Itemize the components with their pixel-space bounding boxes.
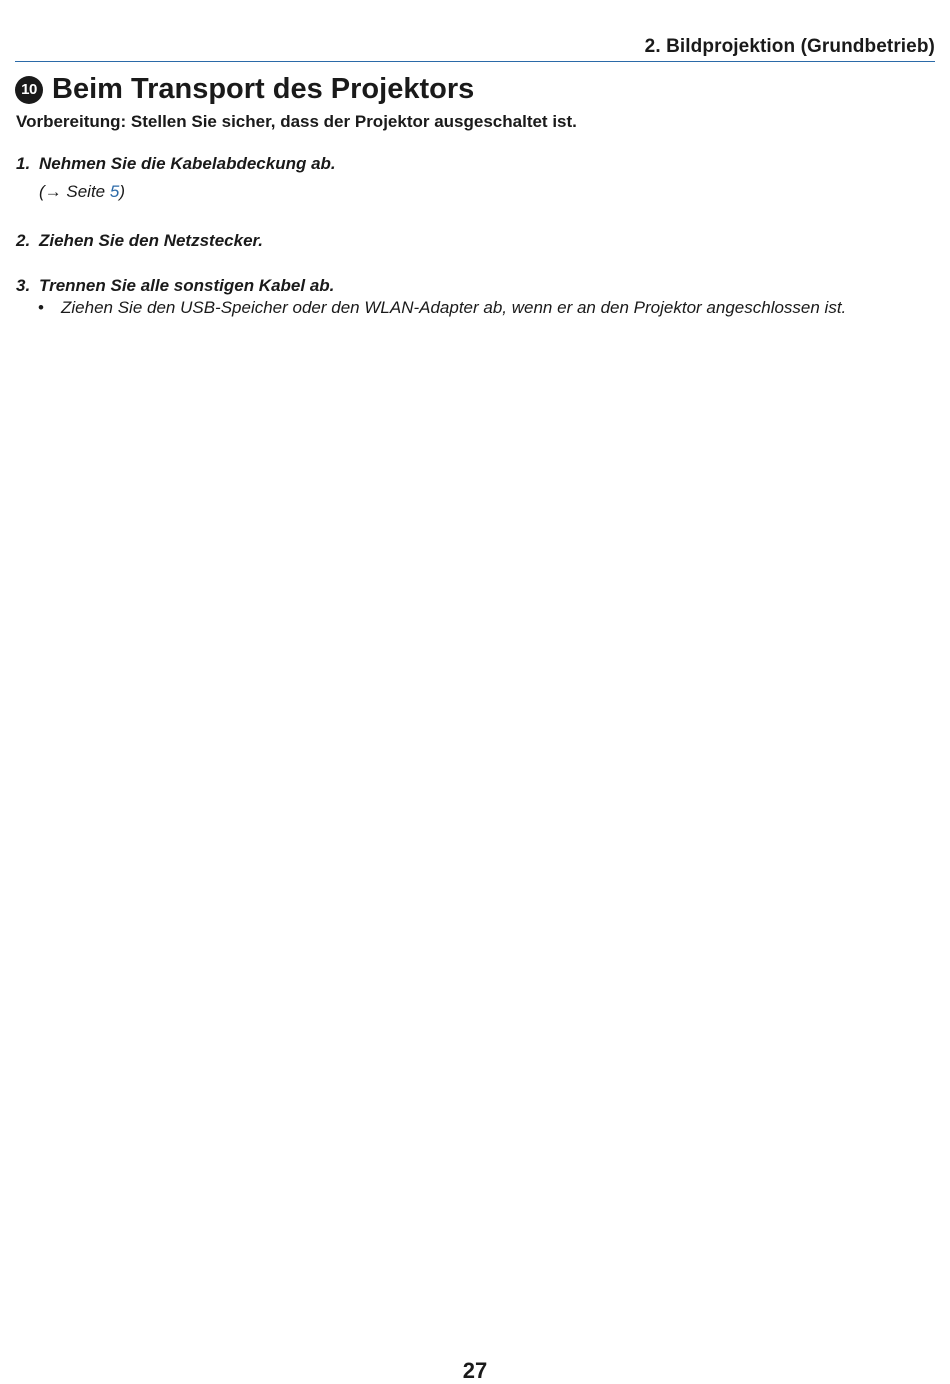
step-text: Nehmen Sie die Kabelabdeckung ab. bbox=[39, 154, 336, 173]
step-number: 2. bbox=[16, 231, 31, 250]
page-reference-link[interactable]: 5 bbox=[109, 182, 120, 201]
running-header-chapter: 2. Bildprojektion (Grundbetrieb) bbox=[644, 36, 935, 57]
step-number: 1. bbox=[16, 154, 31, 173]
header-divider bbox=[15, 61, 935, 62]
step-number: 3. bbox=[16, 276, 31, 295]
step-3-bullet bbox=[38, 298, 846, 318]
step-3 bbox=[16, 276, 334, 296]
preparation-note: Vorbereitung: Stellen Sie sicher, dass der Projektor ausgeschaltet ist. bbox=[16, 112, 577, 131]
section-number-badge: 10 bbox=[15, 76, 43, 104]
step-text: Trennen Sie alle sonstigen Kabel ab. bbox=[39, 276, 335, 295]
bullet-marker: • bbox=[38, 298, 44, 317]
page-number: 27 bbox=[462, 1358, 488, 1383]
step-1 bbox=[16, 154, 336, 174]
step-2 bbox=[16, 231, 263, 251]
step-text: Ziehen Sie den Netzstecker. bbox=[39, 231, 263, 250]
page-reference bbox=[39, 182, 125, 202]
reference-suffix: ) bbox=[119, 182, 125, 201]
reference-prefix: (→ Seite bbox=[39, 182, 110, 201]
bullet-text: Ziehen Sie den USB-Speicher oder den WLAN-Adapter ab, wenn er an den Projektor angeschlossen ist. bbox=[61, 298, 847, 317]
section-title-text: Beim Transport des Projektors bbox=[52, 73, 475, 105]
section-title bbox=[15, 73, 474, 106]
